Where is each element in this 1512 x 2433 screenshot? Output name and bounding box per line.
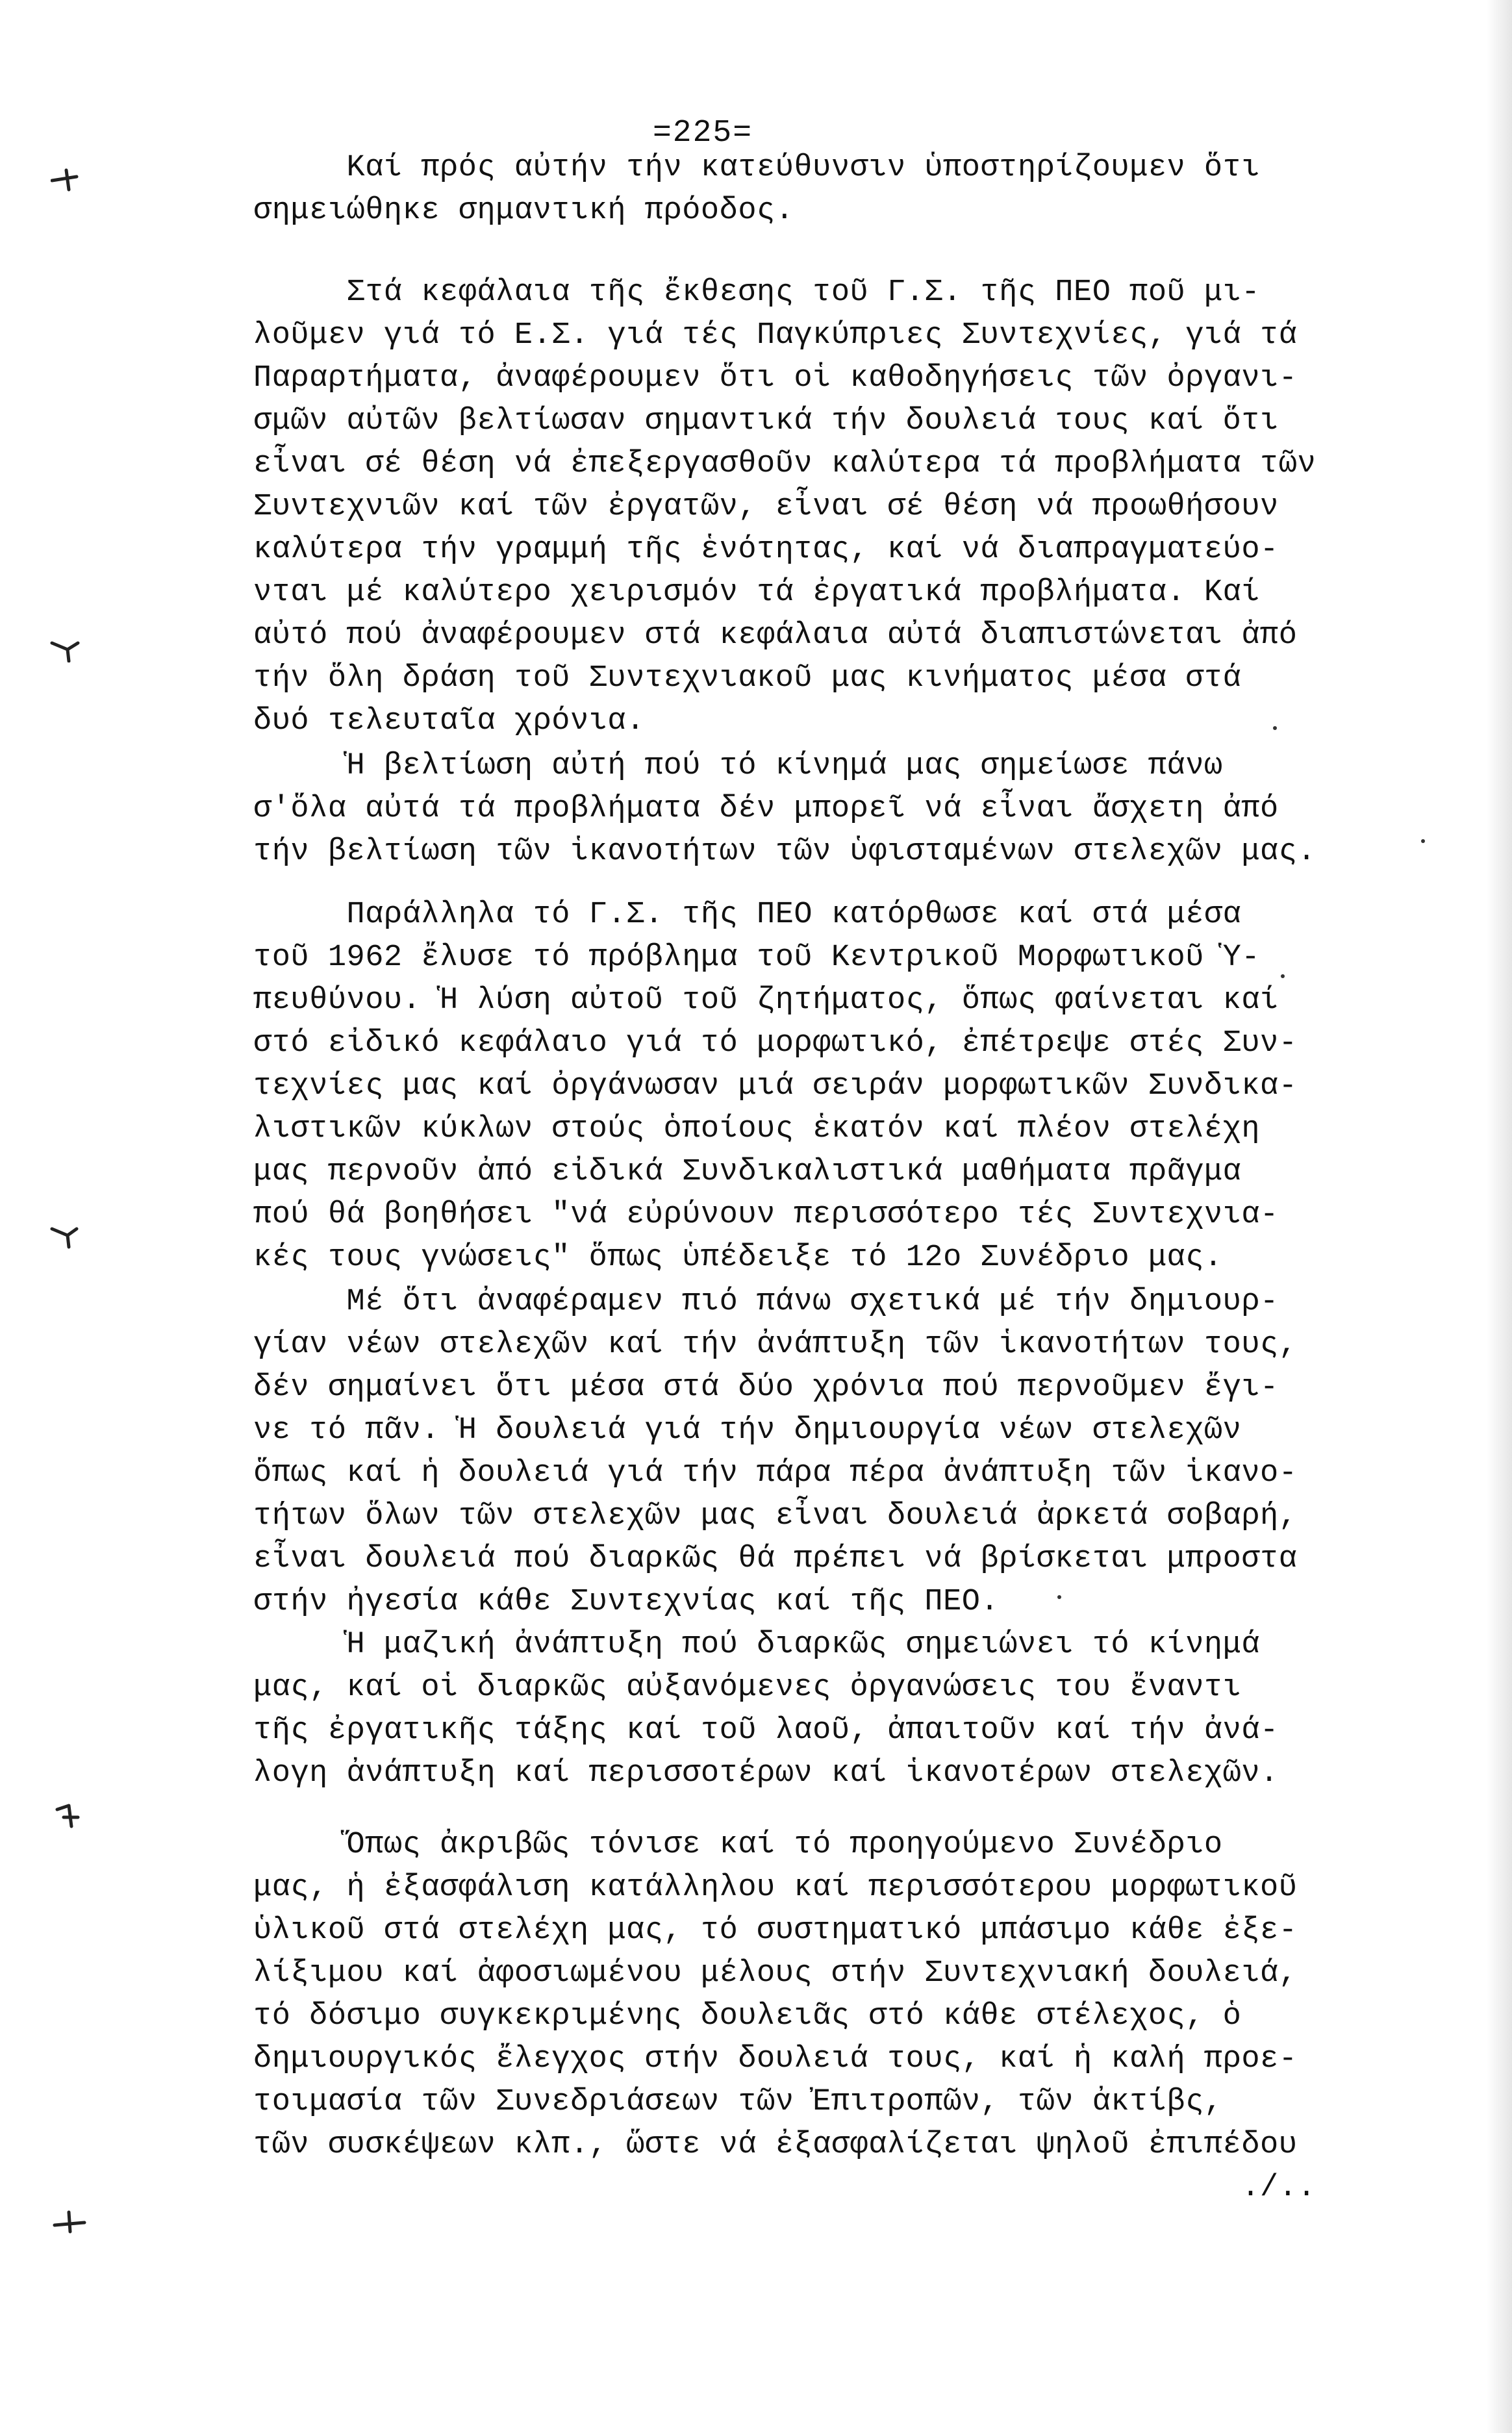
text-line: τῆς ἐργατικῆς τάξης καί τοῦ λαοῦ, ἀπαιτοῦν καί τήν ἀνά- [253,1713,1279,1748]
text-line: ./.. [253,2171,1317,2205]
scan-speck [1057,1595,1061,1599]
text-line: ὑλικοῦ στά στελέχη μας, τό συστηματικό μπάσιμο κάθε ἐξε- [253,1913,1298,1948]
text-line: πού θά βοηθήσει "νά εὐρύνουν περισσότερο τές Συντεχνια- [253,1198,1279,1232]
text-line: τεχνίες μας καί ὀργάνωσαν μιά σειράν μορφωτικῶν Συνδικα- [253,1069,1298,1103]
text-line: σμῶν αὐτῶν βελτίωσαν σημαντικά τήν δουλειά τους καί ὅτι [253,404,1279,438]
text-line: κές τους γνώσεις" ὅπως ὑπέδειξε τό 12ο Συνέδριο μας. [253,1241,1223,1275]
text-line: δημιουργικός ἔλεγχος στήν δουλειά τους, καί ἡ καλή προε- [253,2042,1298,2076]
text-line: τοιμασία τῶν Συνεδριάσεων τῶν Ἐπιτροπῶν, τῶν ἀκτίβς, [253,2085,1223,2119]
text-line: μας, καί οἱ διαρκῶς αὐξανόμενες ὀργανώσεις του ἔναντι [253,1670,1242,1705]
binding-mark-icon [49,637,82,662]
text-line: τοῦ 1962 ἔλυσε τό πρόβλημα τοῦ Κεντρικοῦ Μορφωτικοῦ Ὑ- [253,940,1261,975]
text-line: στήν ἠγεσία κάθε Συντεχνίας καί τῆς ΠΕΟ. [253,1585,1000,1619]
binding-mark-icon [52,1803,84,1829]
text-line: Στά κεφάλαια τῆς ἔκθεσης τοῦ Γ.Σ. τῆς ΠΕΟ ποῦ μι- [253,275,1261,310]
text-line: στό εἰδικό κεφάλαιο γιά τό μορφωτικό, ἐπέτρεψε στές Συν- [253,1026,1298,1061]
text-line: Καί πρός αὐτήν τήν κατεύθυνσιν ὑποστηρίζουμεν ὅτι [253,151,1261,185]
text-line: πευθύνου. Ἡ λύση αὐτοῦ τοῦ ζητήματος, ὅπως φαίνεται καί [253,983,1279,1018]
binding-mark-icon [52,2208,88,2234]
text-line: τήν ὅλη δράση τοῦ Συντεχνιακοῦ μας κινήματος μέσα στά [253,661,1242,696]
text-line: τῶν συσκέψεων κλπ., ὥστε νά ἐξασφαλίζεται ψηλοῦ ἐπιπέδου [253,2128,1298,2162]
scan-edge-shadow [1486,0,1512,2433]
text-line: καλύτερα τήν γραμμή τῆς ἑνότητας, καί νά διαπραγματεύο- [253,533,1279,567]
paragraph-4 [253,894,1297,1280]
text-line: εἶναι δουλειά πού διαρκῶς θά πρέπει νά βρίσκεται μπροστα [253,1542,1298,1576]
text-line: σημειώθηκε σημαντική πρόοδος. [253,194,794,228]
scan-speck [1273,726,1277,730]
scan-speck [1281,974,1285,978]
page-number: =225= [653,116,753,151]
text-line: μας περνοῦν ἀπό εἰδικά Συνδικαλιστικά μαθήματα πρᾶγμα [253,1155,1242,1189]
text-line: αὐτό πού ἀναφέρουμεν στά κεφάλαια αὐτά διαπιστώνεται ἀπό [253,618,1298,653]
binding-mark-icon [51,168,83,194]
text-line: τήτων ὅλων τῶν στελεχῶν μας εἶναι δουλειά ἀρκετά σοβαρή, [253,1499,1298,1533]
text-line: Ἡ βελτίωση αὐτή πού τό κίνημά μας σημείωσε πάνω [253,749,1223,783]
text-line: Συντεχνιῶν καί τῶν ἐργατῶν, εἶναι σέ θέση νά προωθήσουν [253,490,1279,524]
text-line: λογη ἀνάπτυξη καί περισσοτέρων καί ἱκανοτέρων στελεχῶν. [253,1756,1279,1791]
text-line: λιστικῶν κύκλων στούς ὁποίους ἑκατόν καί πλέον στελέχη [253,1112,1261,1146]
paragraph-3 [253,745,1316,874]
paragraph-5 [253,1281,1297,1624]
text-line: νε τό πᾶν. Ἡ δουλειά γιά τήν δημιουργία νέων στελεχῶν [253,1413,1242,1448]
paragraph-1 [253,147,1260,233]
text-line: Ἡ μαζική ἀνάπτυξη πού διαρκῶς σημειώνει τό κίνημά [253,1628,1261,1662]
text-line: τό δόσιμο συγκεκριμένης δουλειᾶς στό κάθε στέλεχος, ὁ [253,1999,1242,2034]
text-line: λίξιμου καί ἀφοσιωμένου μέλους στήν Συντεχνιακή δουλειά, [253,1956,1298,1991]
paragraph-7 [253,1824,1316,2210]
text-line: εἶναι σέ θέση νά ἐπεξεργασθοῦν καλύτερα τά προβλήματα τῶν [253,447,1317,481]
text-line: Παράλληλα τό Γ.Σ. τῆς ΠΕΟ κατόρθωσε καί στά μέσα [253,898,1242,932]
text-line: Ὅπως ἀκριβῶς τόνισε καί τό προηγούμενο Συνέδριο [253,1828,1223,1862]
text-line: γίαν νέων στελεχῶν καί τήν ἀνάπτυξη τῶν ἱκανοτήτων τους, [253,1328,1298,1362]
text-line: νται μέ καλύτερο χειρισμόν τά ἐργατικά προβλήματα. Καί [253,575,1261,610]
binding-mark-icon [49,1224,82,1250]
text-line: δυό τελευταῖα χρόνια. [253,704,645,738]
text-line: δέν σημαίνει ὅτι μέσα στά δύο χρόνια πού περνοῦμεν ἔγι- [253,1370,1279,1405]
text-line: Μέ ὅτι ἀναφέραμεν πιό πάνω σχετικά μέ τήν δημιουρ- [253,1285,1279,1319]
text-line: μας, ἡ ἐξασφάλιση κατάλληλου καί περισσότερου μορφωτικοῦ [253,1871,1298,1905]
scan-speck [1421,839,1425,843]
text-line: ὅπως καί ἡ δουλειά γιά τήν πάρα πέρα ἀνάπτυξη τῶν ἱκανο- [253,1456,1298,1491]
paragraph-6 [253,1624,1279,1795]
text-line: λοῦμεν γιά τό Ε.Σ. γιά τές Παγκύπριες Συντεχνίες, γιά τά [253,318,1298,353]
text-line: τήν βελτίωση τῶν ἱκανοτήτων τῶν ὑφισταμένων στελεχῶν μας. [253,835,1317,869]
text-line: σ'ὅλα αὐτά τά προβλήματα δέν μπορεῖ νά εἶναι ἄσχετη ἀπό [253,792,1279,826]
text-line: Παραρτήματα, ἀναφέρουμεν ὅτι οἱ καθοδηγήσεις τῶν ὀργανι- [253,361,1298,396]
paragraph-2 [253,271,1316,743]
